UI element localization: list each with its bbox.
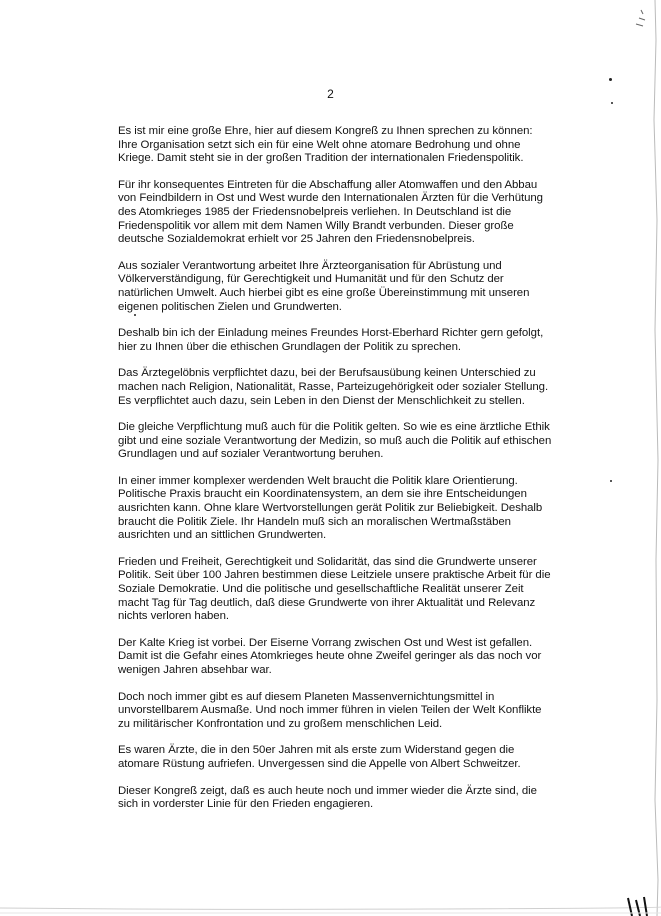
text-line: Es verpflichtet auch dazu, sein Leben in den Dienst der Menschlichkeit zu stellen. (118, 394, 525, 407)
text-line: macht Tag für Tag deutlich, daß diese Grundwerte von ihrer Aktualität und Relevanz (118, 596, 536, 609)
text-line: Ihre Organisation setzt sich ein für eine Welt ohne atomare Bedrohung und ohne (118, 138, 521, 151)
text-line: machen nach Religion, Nationalität, Rasse, Parteizugehörigkeit oder sozialer Stellung. (118, 380, 549, 393)
letter-body (118, 125, 558, 825)
text-line: Dieser Kongreß zeigt, daß es auch heute noch und immer wieder die Ärzte sind, die (118, 784, 537, 797)
text-line: Für ihr konsequentes Eintreten für die Abschaffung aller Atomwaffen und den Abbau (118, 178, 538, 191)
text-line: deutsche Sozialdemokrat erhielt vor 25 Jahren den Friedensnobelpreis. (118, 233, 475, 246)
paragraph (118, 691, 558, 732)
paragraph (118, 260, 558, 314)
scan-edge-artifact (631, 0, 661, 916)
scan-speck (610, 480, 612, 482)
paragraph (118, 421, 558, 462)
text-line: Völkerverständigung, für Gerechtigkeit und Humanität und für den Schutz der (118, 273, 504, 286)
text-line: zu militärischer Konfrontation und zu großem menschlichen Leid. (118, 717, 443, 730)
text-line: Kriege. Damit steht sie in der großen Tradition der internationalen Friedenspolitik. (118, 152, 524, 165)
text-line: Es waren Ärzte, die in den 50er Jahren mit als erste zum Widerstand gegen die (118, 744, 515, 757)
scan-bottom-edge-artifact (0, 896, 661, 916)
text-line: Das Ärztegelöbnis verpflichtet dazu, bei der Berufsausübung keinen Unterschied zu (118, 367, 536, 380)
text-line: eigenen politischen Zielen und Grundwerten. (118, 300, 342, 313)
text-line: Deshalb bin ich der Einladung meines Freundes Horst-Eberhard Richter gern gefolgt, (118, 327, 544, 340)
paragraph (118, 327, 558, 354)
text-line: des Atomkrieges 1985 der Friedensnobelpreis verliehen. In Deutschland ist die (118, 205, 512, 218)
paragraph (118, 179, 558, 247)
text-line: ausrichten und an sittlichen Grundwerten. (118, 529, 327, 542)
text-line: Es ist mir eine große Ehre, hier auf diesem Kongreß zu Ihnen sprechen zu können: (118, 125, 533, 137)
text-line: braucht die Politik Ziele. Ihr Handeln muß sich an moralischen Wertmaßstäben (118, 515, 511, 528)
text-line: wenigen Jahren absehbar war. (118, 664, 272, 676)
paragraph (118, 125, 558, 166)
text-line: hier zu Ihnen über die ethischen Grundlagen der Politik zu sprechen. (118, 340, 461, 353)
text-line: Friedenspolitik vor allem mit dem Namen Willy Brandt verbunden. Dieser große (118, 219, 514, 232)
scan-speck (611, 102, 613, 104)
paragraph (118, 637, 558, 678)
text-line: ausrichten kann. Ohne klare Wertvorstellungen gerät Politik zur Beliebigkeit. Deshalb (118, 502, 543, 515)
text-line: gibt und eine soziale Verantwortung der Medizin, so muß auch die Politik auf ethischen (118, 434, 552, 447)
text-line: Die gleiche Verpflichtung muß auch für die Politik gelten. So wie es eine ärztliche Ethik (118, 421, 550, 434)
text-line: Frieden und Freiheit, Gerechtigkeit und Solidarität, das sind die Grundwerte unserer (118, 555, 537, 568)
text-line: Politische Praxis braucht ein Koordinatensystem, an dem sie ihre Entscheidungen (118, 488, 527, 501)
paragraph (118, 367, 558, 408)
scan-speck (609, 78, 612, 81)
paragraph (118, 556, 558, 624)
text-line: Damit ist die Gefahr eines Atomkrieges heute ohne Zweifel geringer als das noch vor (118, 650, 542, 663)
text-line: Aus sozialer Verantwortung arbeitet Ihre Ärzteorganisation für Abrüstung und (118, 259, 502, 272)
paragraph (118, 744, 558, 771)
text-line: Grundlagen und auf sozialer Verantwortung beruhen. (118, 448, 384, 461)
text-line: von Feindbildern in Ost und West wurde den Internationalen Ärzten für die Verhütung (118, 192, 543, 205)
paragraph (118, 475, 558, 543)
text-line: natürlichen Umwelt. Auch hierbei gibt es eine große Übereinstimmung mit unseren (118, 286, 530, 299)
text-line: Soziale Demokratie. Und die politische und gesellschaftliche Realität unserer Zeit (118, 583, 524, 596)
paragraph (118, 785, 558, 812)
text-line: atomare Rüstung aufriefen. Unvergessen sind die Appelle von Albert Schweitzer. (118, 757, 521, 770)
text-line: sich in vorderster Linie für den Frieden engagieren. (118, 798, 374, 811)
text-line: Politik. Seit über 100 Jahren bestimmen diese Leitziele unsere praktische Arbeit für die (118, 569, 551, 582)
text-line: nichts verloren haben. (118, 610, 229, 623)
page-number: 2 (327, 87, 334, 101)
text-line: Der Kalte Krieg ist vorbei. Der Eiserne Vorrang zwischen Ost und West ist gefallen. (118, 636, 533, 649)
text-line: In einer immer komplexer werdenden Welt braucht die Politik klare Orientierung. (118, 474, 518, 487)
text-line: unvorstellbarem Ausmaße. Und noch immer führen in vielen Teilen der Welt Konflikte (118, 704, 542, 717)
text-line: Doch noch immer gibt es auf diesem Planeten Massenvernichtungsmittel in (118, 690, 495, 703)
